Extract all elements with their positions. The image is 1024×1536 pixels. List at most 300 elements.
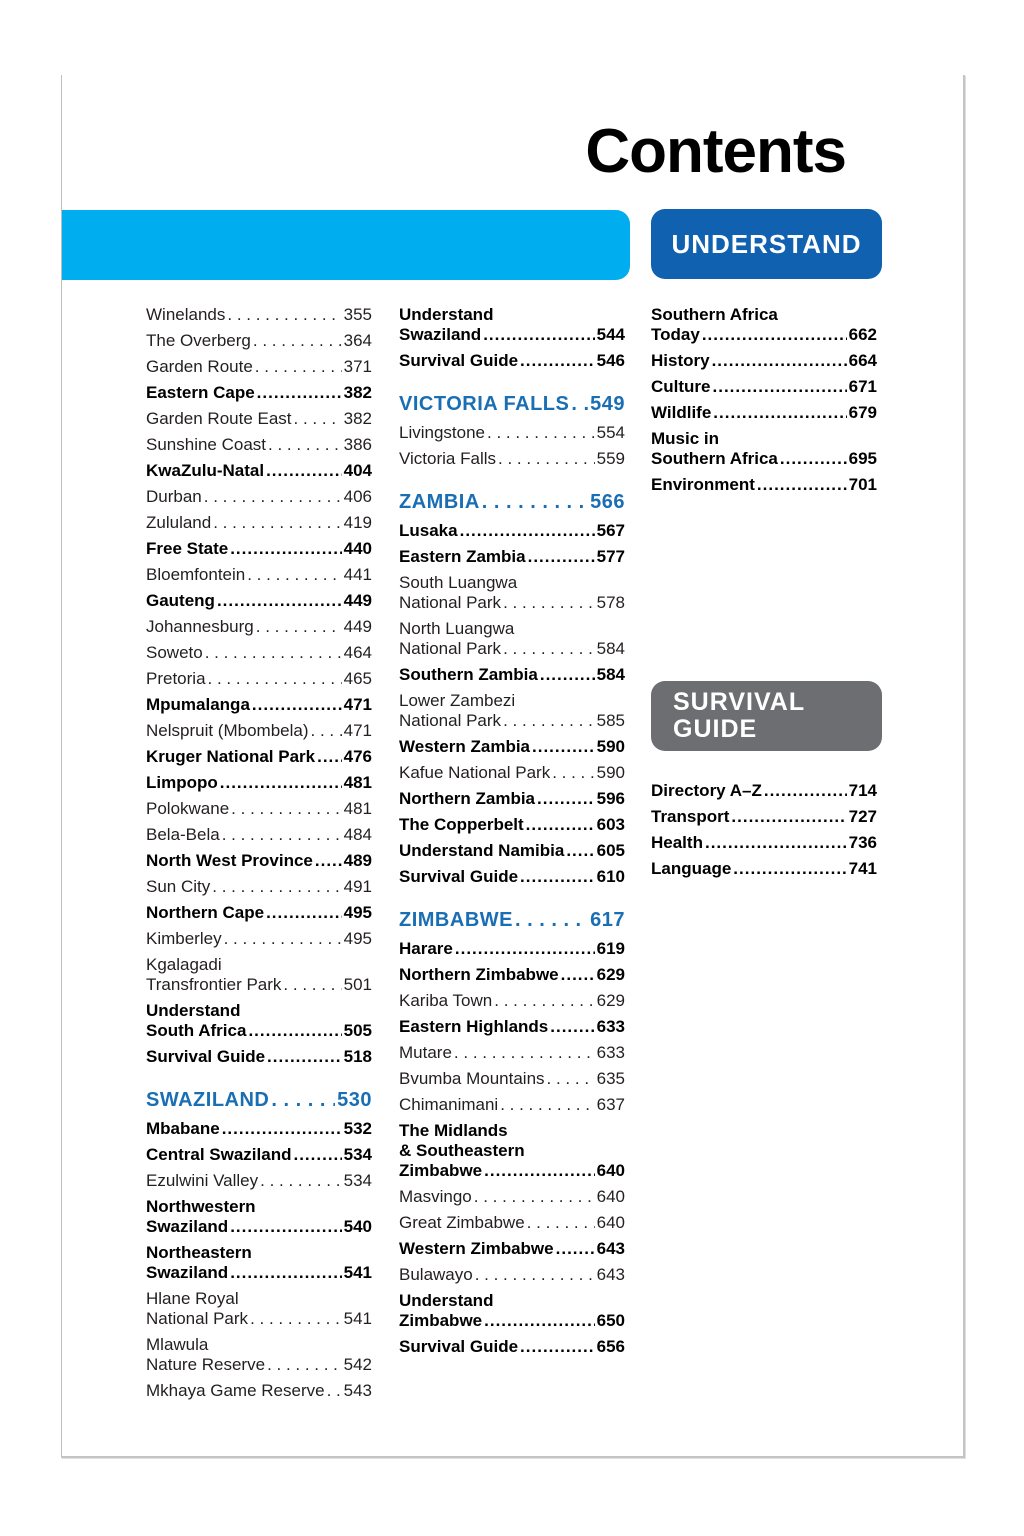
toc-entry-title: Survival Guide xyxy=(399,1337,519,1356)
dot-leader xyxy=(208,669,342,689)
dot-leader xyxy=(757,475,847,495)
toc-entry-title-line: South Luangwa xyxy=(399,573,518,592)
page-title: Contents xyxy=(585,117,846,186)
toc-entry[interactable] xyxy=(651,426,877,472)
dot-leader xyxy=(528,547,595,567)
toc-entry[interactable] xyxy=(399,302,625,348)
toc-entry[interactable] xyxy=(399,838,625,864)
toc-entry-title: Language xyxy=(651,859,732,878)
toc-entry-title: Bvumba Mountains xyxy=(399,1069,545,1088)
dot-leader xyxy=(503,639,595,659)
toc-entry[interactable] xyxy=(399,1210,625,1236)
toc-entry-title: History xyxy=(651,351,710,370)
toc-entry-page-number: 491 xyxy=(343,877,372,896)
toc-entry[interactable] xyxy=(399,962,625,988)
toc-entry-page-number: 440 xyxy=(343,539,372,558)
dot-leader xyxy=(248,1021,341,1041)
toc-entry-page-number: 679 xyxy=(848,403,877,422)
toc-entry-title: Understand Namibia xyxy=(399,841,565,860)
toc-entry-page-number: 554 xyxy=(596,423,625,442)
toc-entry[interactable] xyxy=(399,864,625,890)
toc-entry-page-number: 441 xyxy=(343,565,372,584)
toc-entry[interactable] xyxy=(146,1286,372,1332)
toc-entry[interactable] xyxy=(146,484,372,510)
toc-entry-title: Pretoria xyxy=(146,669,206,688)
toc-entry-page-number: 540 xyxy=(343,1217,372,1236)
dot-leader xyxy=(255,357,342,377)
toc-entry[interactable] xyxy=(651,302,877,348)
toc-entry-page-number: 567 xyxy=(596,521,625,540)
toc-entry-title-line: Music in xyxy=(651,429,720,448)
toc-entry[interactable] xyxy=(146,770,372,796)
toc-entry[interactable] xyxy=(399,734,625,760)
toc-entry[interactable] xyxy=(651,856,877,882)
toc-entry-page-number: 489 xyxy=(343,851,372,870)
toc-entry-title: Mpumalanga xyxy=(146,695,250,714)
toc-entry-page-number: 364 xyxy=(343,331,372,350)
dot-leader xyxy=(327,1381,342,1401)
toc-entry-title: Transport xyxy=(651,807,730,826)
toc-entry-title-line: Understand xyxy=(399,305,494,324)
dot-leader xyxy=(484,1311,595,1331)
toc-entry-page-number: 629 xyxy=(596,991,625,1010)
toc-entry-title: Nelspruit (Mbombela) xyxy=(146,721,309,740)
toc-entry-title: Swaziland xyxy=(146,1263,229,1282)
toc-entry-page-number: 544 xyxy=(596,325,625,344)
dot-leader xyxy=(212,877,341,897)
dot-leader xyxy=(252,695,342,715)
toc-entry[interactable] xyxy=(146,718,372,744)
dot-leader xyxy=(256,617,342,637)
toc-entry-page-number: 643 xyxy=(596,1239,625,1258)
toc-entry[interactable] xyxy=(146,302,372,328)
dot-leader xyxy=(705,833,847,853)
dot-leader xyxy=(571,392,588,416)
dot-leader xyxy=(293,1145,341,1165)
toc-entry[interactable] xyxy=(399,662,625,688)
toc-entry-title: Kariba Town xyxy=(399,991,493,1010)
dot-leader xyxy=(460,521,595,541)
toc-entry-page-number: 596 xyxy=(596,789,625,808)
toc-entry-title: Directory A–Z xyxy=(651,781,762,800)
toc-entry[interactable] xyxy=(399,1288,625,1334)
toc-entry-title: Zimbabwe xyxy=(399,1311,483,1330)
toc-chapter-heading[interactable] xyxy=(146,1070,372,1116)
toc-entry-page-number: 727 xyxy=(848,807,877,826)
toc-entry-page-number: 590 xyxy=(596,737,625,756)
toc-entry[interactable] xyxy=(651,778,877,804)
dot-leader xyxy=(712,351,847,371)
toc-entry[interactable] xyxy=(146,1142,372,1168)
toc-entry-title: Western Zimbabwe xyxy=(399,1239,554,1258)
dot-leader xyxy=(213,513,341,533)
dot-leader xyxy=(222,825,342,845)
dot-leader xyxy=(713,403,846,423)
toc-entry-title: Northern Cape xyxy=(146,903,265,922)
toc-entry-page-number: 633 xyxy=(596,1043,625,1062)
dot-leader xyxy=(764,781,847,801)
toc-entry-title: Survival Guide xyxy=(146,1047,266,1066)
toc-entry-page-number: 701 xyxy=(848,475,877,494)
toc-entry-page-number: 619 xyxy=(596,939,625,958)
toc-entry-page-number: 542 xyxy=(343,1355,372,1374)
dot-leader xyxy=(550,1017,594,1037)
toc-entry-title: Today xyxy=(651,325,700,344)
toc-entry-title: Great Zimbabwe xyxy=(399,1213,525,1232)
toc-entry[interactable] xyxy=(146,1332,372,1378)
toc-entry-title: Harare xyxy=(399,939,453,958)
toc-entry[interactable] xyxy=(146,1044,372,1070)
dot-leader xyxy=(537,789,595,809)
toc-entry[interactable] xyxy=(146,796,372,822)
toc-entry[interactable] xyxy=(651,472,877,498)
toc-entry-title: Transfrontier Park xyxy=(146,975,282,994)
toc-entry[interactable] xyxy=(399,1334,625,1360)
toc-entry[interactable] xyxy=(399,544,625,570)
dot-leader xyxy=(527,1213,595,1233)
toc-entry-page-number: 650 xyxy=(596,1311,625,1330)
toc-entry-page-number: 610 xyxy=(596,867,625,886)
toc-entry-page-number: 505 xyxy=(343,1021,372,1040)
toc-entry-page-number: 386 xyxy=(343,435,372,454)
dot-leader xyxy=(231,799,341,819)
dot-leader xyxy=(267,1355,342,1375)
dot-leader xyxy=(315,851,342,871)
dot-leader xyxy=(317,747,342,767)
dot-leader xyxy=(503,593,595,613)
dot-leader xyxy=(311,721,342,741)
toc-entry-page-number: 603 xyxy=(596,815,625,834)
toc-column-3-understand xyxy=(651,302,877,498)
toc-entry-title: Kimberley xyxy=(146,929,222,948)
toc-entry-page-number: 530 xyxy=(337,1089,372,1111)
toc-entry[interactable] xyxy=(146,458,372,484)
toc-entry-page-number: 635 xyxy=(596,1069,625,1088)
toc-entry-page-number: 449 xyxy=(343,591,372,610)
toc-entry-page-number: 662 xyxy=(848,325,877,344)
dot-leader xyxy=(503,711,595,731)
toc-entry[interactable] xyxy=(146,562,372,588)
toc-entry-page-number: 382 xyxy=(343,383,372,402)
toc-entry-title: Sun City xyxy=(146,877,211,896)
toc-entry[interactable] xyxy=(399,812,625,838)
toc-entry[interactable] xyxy=(146,952,372,998)
dot-leader xyxy=(205,643,342,663)
toc-entry-page-number: 584 xyxy=(596,665,625,684)
toc-entry-page-number: 585 xyxy=(596,711,625,730)
toc-entry[interactable] xyxy=(146,900,372,926)
dot-leader xyxy=(454,1043,595,1063)
toc-entry-title: Sunshine Coast xyxy=(146,435,267,454)
toc-entry[interactable] xyxy=(399,420,625,446)
toc-entry[interactable] xyxy=(399,936,625,962)
toc-entry[interactable] xyxy=(146,1194,372,1240)
toc-entry-title: Polokwane xyxy=(146,799,230,818)
toc-entry[interactable] xyxy=(399,1236,625,1262)
dot-leader xyxy=(526,815,595,835)
toc-entry-page-number: 671 xyxy=(848,377,877,396)
toc-entry-page-number: 406 xyxy=(343,487,372,506)
toc-entry[interactable] xyxy=(399,760,625,786)
toc-entry-page-number: 382 xyxy=(343,409,372,428)
toc-entry[interactable] xyxy=(399,786,625,812)
toc-entry-page-number: 518 xyxy=(343,1047,372,1066)
toc-entry[interactable] xyxy=(399,688,625,734)
toc-entry-title: Ezulwini Valley xyxy=(146,1171,259,1190)
toc-entry-page-number: 419 xyxy=(343,513,372,532)
toc-entry[interactable] xyxy=(651,804,877,830)
toc-entry-title: Kafue National Park xyxy=(399,763,551,782)
toc-entry-title: Livingstone xyxy=(399,423,486,442)
dot-leader xyxy=(224,929,342,949)
dot-leader xyxy=(547,1069,595,1089)
toc-entry-title: Health xyxy=(651,833,703,852)
toc-entry-title: National Park xyxy=(399,639,502,658)
dot-leader xyxy=(222,1119,342,1139)
toc-entry-page-number: 371 xyxy=(343,357,372,376)
understand-section-label: UNDERSTAND xyxy=(651,209,882,279)
dot-leader xyxy=(220,773,342,793)
toc-entry[interactable] xyxy=(399,616,625,662)
toc-entry[interactable] xyxy=(651,400,877,426)
toc-entry[interactable] xyxy=(146,640,372,666)
dot-leader xyxy=(230,539,341,559)
dot-leader xyxy=(733,859,846,879)
toc-entry-title: The Copperbelt xyxy=(399,815,524,834)
dot-leader xyxy=(250,1309,342,1329)
toc-entry[interactable] xyxy=(399,446,625,472)
dot-leader xyxy=(520,867,595,887)
toc-entry[interactable] xyxy=(651,374,877,400)
toc-entry-page-number: 495 xyxy=(343,929,372,948)
dot-leader xyxy=(561,965,595,985)
toc-entry-title: Swaziland xyxy=(146,1217,229,1236)
dot-leader xyxy=(702,325,847,345)
toc-entry-title: Soweto xyxy=(146,643,203,662)
toc-entry-page-number: 495 xyxy=(343,903,372,922)
toc-entry-page-number: 664 xyxy=(848,351,877,370)
toc-entry-title: Nature Reserve xyxy=(146,1355,266,1374)
toc-entry-title-line: North Luangwa xyxy=(399,619,515,638)
dot-leader xyxy=(266,461,342,481)
toc-entry-title: National Park xyxy=(399,593,502,612)
toc-entry-title: Southern Africa xyxy=(651,449,778,468)
toc-entry[interactable] xyxy=(146,822,372,848)
toc-entry-page-number: 501 xyxy=(343,975,372,994)
toc-entry[interactable] xyxy=(399,570,625,616)
dot-leader xyxy=(532,737,595,757)
toc-entry-page-number: 532 xyxy=(343,1119,372,1138)
toc-entry-title: Limpopo xyxy=(146,773,218,792)
toc-entry[interactable] xyxy=(146,510,372,536)
toc-entry-page-number: 633 xyxy=(596,1017,625,1036)
toc-entry[interactable] xyxy=(399,518,625,544)
toc-entry[interactable] xyxy=(146,406,372,432)
dot-leader xyxy=(556,1239,595,1259)
toc-entry-page-number: 578 xyxy=(596,593,625,612)
dot-leader xyxy=(227,305,341,325)
dot-leader xyxy=(230,1217,341,1237)
toc-entry-title: Swaziland xyxy=(399,325,482,344)
toc-entry-page-number: 590 xyxy=(596,763,625,782)
toc-entry[interactable] xyxy=(399,988,625,1014)
toc-column-4-survival xyxy=(651,778,877,882)
toc-entry[interactable] xyxy=(146,1168,372,1194)
toc-entry-page-number: 464 xyxy=(343,643,372,662)
dot-leader xyxy=(283,975,341,995)
toc-entry-title: Survival Guide xyxy=(399,351,519,370)
toc-entry-page-number: 741 xyxy=(848,859,877,878)
dot-leader xyxy=(260,1171,342,1191)
toc-entry-title: Mbabane xyxy=(146,1119,220,1138)
dot-leader xyxy=(500,1095,594,1115)
toc-entry-title: ZAMBIA xyxy=(399,491,480,513)
toc-entry-title: Southern Zambia xyxy=(399,665,538,684)
dot-leader xyxy=(483,325,594,345)
toc-entry-title: Free State xyxy=(146,539,229,558)
toc-entry[interactable] xyxy=(146,666,372,692)
toc-entry-title: Zululand xyxy=(146,513,212,532)
dot-leader xyxy=(455,939,595,959)
toc-entry-page-number: 541 xyxy=(343,1263,372,1282)
toc-entry-title: Mkhaya Game Reserve xyxy=(146,1381,325,1400)
toc-entry[interactable] xyxy=(146,432,372,458)
dot-leader xyxy=(487,423,595,443)
toc-column-2 xyxy=(399,302,625,1360)
toc-entry[interactable] xyxy=(399,1262,625,1288)
toc-entry-page-number: 355 xyxy=(343,305,372,324)
toc-chapter-heading[interactable] xyxy=(399,890,625,936)
toc-entry-title: ZIMBABWE xyxy=(399,909,513,931)
toc-entry-title: Eastern Zambia xyxy=(399,547,526,566)
toc-entry-title: Winelands xyxy=(146,305,226,324)
toc-entry-title: SWAZILAND xyxy=(146,1089,270,1111)
toc-entry[interactable] xyxy=(399,348,625,374)
toc-entry-page-number: 534 xyxy=(343,1145,372,1164)
toc-entry[interactable] xyxy=(146,536,372,562)
toc-entry-title: KwaZulu-Natal xyxy=(146,461,265,480)
toc-entry-title: Northern Zambia xyxy=(399,789,536,808)
toc-entry[interactable] xyxy=(146,328,372,354)
dot-leader xyxy=(204,487,342,507)
dot-leader xyxy=(515,908,588,932)
toc-entry-title: Chimanimani xyxy=(399,1095,499,1114)
toc-entry-page-number: 566 xyxy=(590,491,625,513)
dot-leader xyxy=(494,991,594,1011)
toc-entry-title: National Park xyxy=(399,711,502,730)
toc-entry[interactable] xyxy=(146,380,372,406)
toc-entry[interactable] xyxy=(146,744,372,770)
dot-leader xyxy=(713,377,847,397)
toc-column-1 xyxy=(146,302,372,1404)
toc-entry[interactable] xyxy=(146,614,372,640)
toc-entry-page-number: 714 xyxy=(848,781,877,800)
toc-entry-title-line: The Midlands & Southeastern xyxy=(399,1121,525,1160)
toc-entry[interactable] xyxy=(146,1378,372,1404)
toc-entry-page-number: 617 xyxy=(590,909,625,931)
toc-entry[interactable] xyxy=(399,1092,625,1118)
toc-entry[interactable] xyxy=(146,588,372,614)
dot-leader xyxy=(271,1088,335,1112)
toc-entry[interactable] xyxy=(146,998,372,1044)
toc-entry[interactable] xyxy=(651,830,877,856)
toc-entry-title-line: Mlawula xyxy=(146,1335,209,1354)
toc-entry-title: Durban xyxy=(146,487,202,506)
toc-entry-title: Environment xyxy=(651,475,755,494)
toc-entry-page-number: 577 xyxy=(596,547,625,566)
dot-leader xyxy=(520,1337,595,1357)
toc-entry-title-line: Northeastern xyxy=(146,1243,252,1262)
toc-entry-title: Wildlife xyxy=(651,403,712,422)
dot-leader xyxy=(266,903,342,923)
toc-entry[interactable] xyxy=(399,1066,625,1092)
dot-leader xyxy=(552,763,594,783)
survival-guide-section-label: SURVIVAL GUIDE xyxy=(651,681,882,751)
toc-entry-page-number: 656 xyxy=(596,1337,625,1356)
toc-entry-page-number: 584 xyxy=(596,639,625,658)
toc-entry[interactable] xyxy=(651,348,877,374)
toc-entry-page-number: 471 xyxy=(343,721,372,740)
toc-entry-page-number: 481 xyxy=(343,773,372,792)
toc-chapter-heading[interactable] xyxy=(399,374,625,420)
toc-entry-page-number: 481 xyxy=(343,799,372,818)
toc-entry[interactable] xyxy=(399,1014,625,1040)
toc-entry[interactable] xyxy=(146,926,372,952)
toc-entry-title: The Overberg xyxy=(146,331,251,350)
toc-entry-title: National Park xyxy=(146,1309,249,1328)
toc-entry-title: Culture xyxy=(651,377,711,396)
toc-entry-title: Eastern Cape xyxy=(146,383,255,402)
toc-entry-title: South Africa xyxy=(146,1021,247,1040)
toc-entry-title: Eastern Highlands xyxy=(399,1017,549,1036)
decorative-blue-bar xyxy=(62,210,630,280)
toc-entry[interactable] xyxy=(399,1184,625,1210)
toc-entry-title: Victoria Falls xyxy=(399,449,496,468)
dot-leader xyxy=(268,435,342,455)
toc-entry[interactable] xyxy=(146,874,372,900)
toc-entry-title: Western Zambia xyxy=(399,737,531,756)
toc-entry-page-number: 471 xyxy=(343,695,372,714)
toc-entry[interactable] xyxy=(146,1240,372,1286)
toc-entry[interactable] xyxy=(399,1040,625,1066)
toc-entry-page-number: 695 xyxy=(848,449,877,468)
dot-leader xyxy=(731,807,846,827)
toc-entry-title: Kruger National Park xyxy=(146,747,316,766)
toc-entry-page-number: 640 xyxy=(596,1213,625,1232)
dot-leader xyxy=(253,331,342,351)
toc-entry-page-number: 736 xyxy=(848,833,877,852)
toc-entry-title: Bela-Bela xyxy=(146,825,220,844)
toc-entry[interactable] xyxy=(146,692,372,718)
toc-entry-page-number: 637 xyxy=(596,1095,625,1114)
toc-entry[interactable] xyxy=(146,354,372,380)
toc-chapter-heading[interactable] xyxy=(399,472,625,518)
toc-entry-title: Masvingo xyxy=(399,1187,472,1206)
toc-entry-title-line: Southern Africa xyxy=(651,305,778,324)
toc-entry-page-number: 541 xyxy=(343,1309,372,1328)
toc-entry[interactable] xyxy=(399,1118,625,1184)
toc-entry-page-number: 559 xyxy=(596,449,625,468)
dot-leader xyxy=(267,1047,342,1067)
toc-entry-title-line: Understand xyxy=(399,1291,494,1310)
toc-entry[interactable] xyxy=(146,848,372,874)
toc-entry[interactable] xyxy=(146,1116,372,1142)
toc-entry-page-number: 546 xyxy=(596,351,625,370)
toc-entry-page-number: 640 xyxy=(596,1187,625,1206)
dot-leader xyxy=(780,449,847,469)
dot-leader xyxy=(294,409,342,429)
toc-entry-page-number: 605 xyxy=(596,841,625,860)
